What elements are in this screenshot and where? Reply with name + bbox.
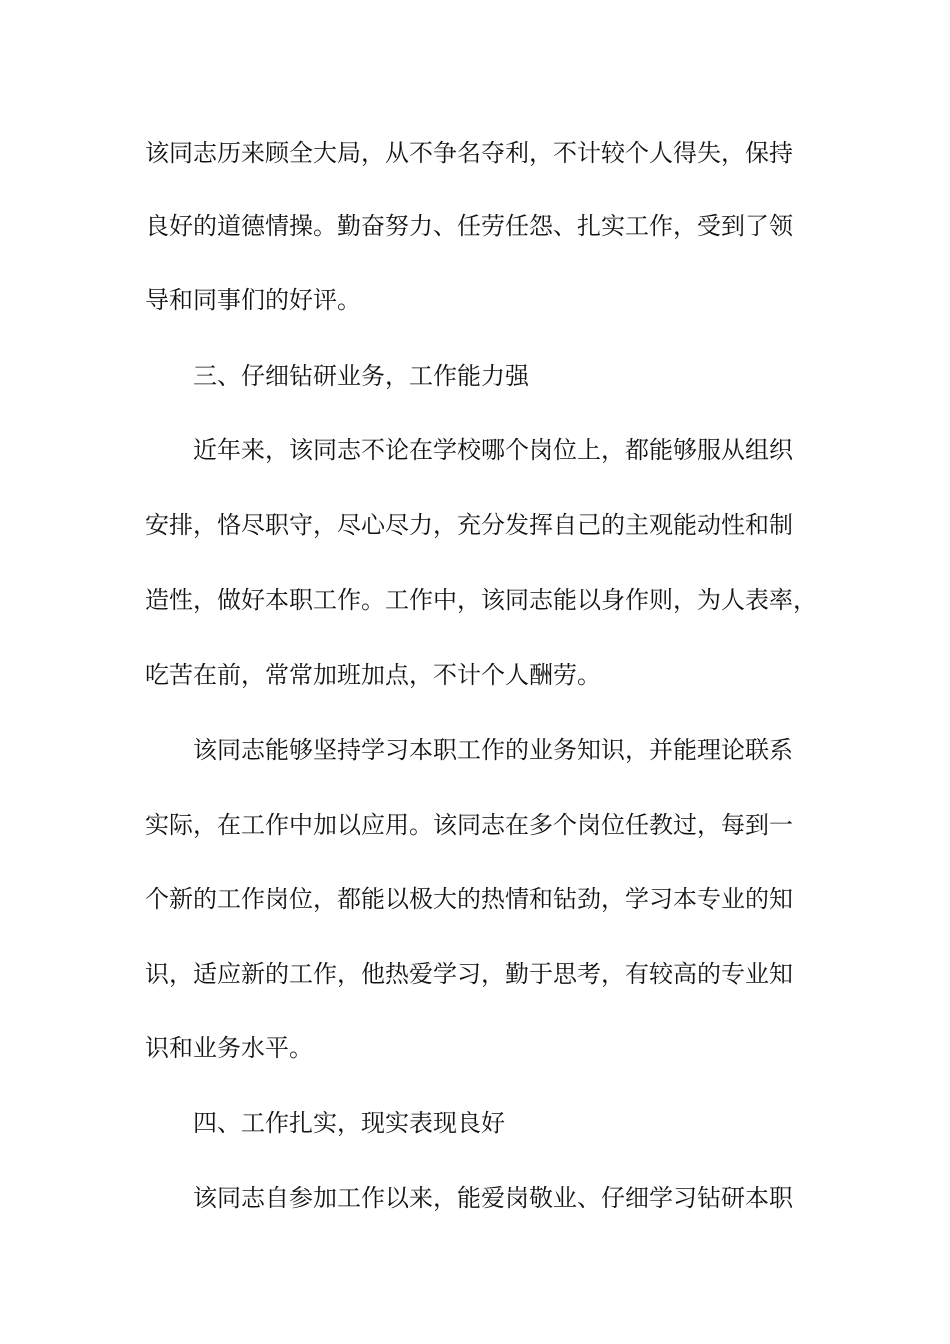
section-heading: 三、仔细钻研业务，工作能力强 — [193, 362, 529, 390]
text-line: 吃苦在前，常常加班加点，不计个人酬劳。 — [145, 661, 601, 689]
text-line: 该同志历来顾全大局，从不争名夺利，不计较个人得失，保持 — [145, 139, 793, 167]
text-line: 识，适应新的工作，他热爱学习，勤于思考，有较高的专业知 — [145, 960, 793, 988]
text-line: 实际，在工作中加以应用。该同志在多个岗位任教过，每到一 — [145, 811, 793, 839]
text-line: 个新的工作岗位，都能以极大的热情和钻劲，学习本专业的知 — [145, 885, 793, 913]
text-line: 安排，恪尽职守，尽心尽力，充分发挥自己的主观能动性和制 — [145, 511, 793, 539]
text-line: 识和业务水平。 — [145, 1034, 313, 1062]
section-heading: 四、工作扎实，现实表现良好 — [193, 1109, 505, 1137]
text-line: 良好的道德情操。勤奋努力、任劳任怨、扎实工作，受到了领 — [145, 212, 793, 240]
text-line: 近年来，该同志不论在学校哪个岗位上，都能够服从组织 — [193, 436, 793, 464]
text-line: 该同志能够坚持学习本职工作的业务知识，并能理论联系 — [193, 736, 793, 764]
text-line: 该同志自参加工作以来，能爱岗敬业、仔细学习钻研本职 — [193, 1184, 793, 1212]
text-line: 造性，做好本职工作。工作中，该同志能以身作则，为人表率， — [145, 586, 817, 614]
text-line: 导和同事们的好评。 — [145, 286, 361, 314]
